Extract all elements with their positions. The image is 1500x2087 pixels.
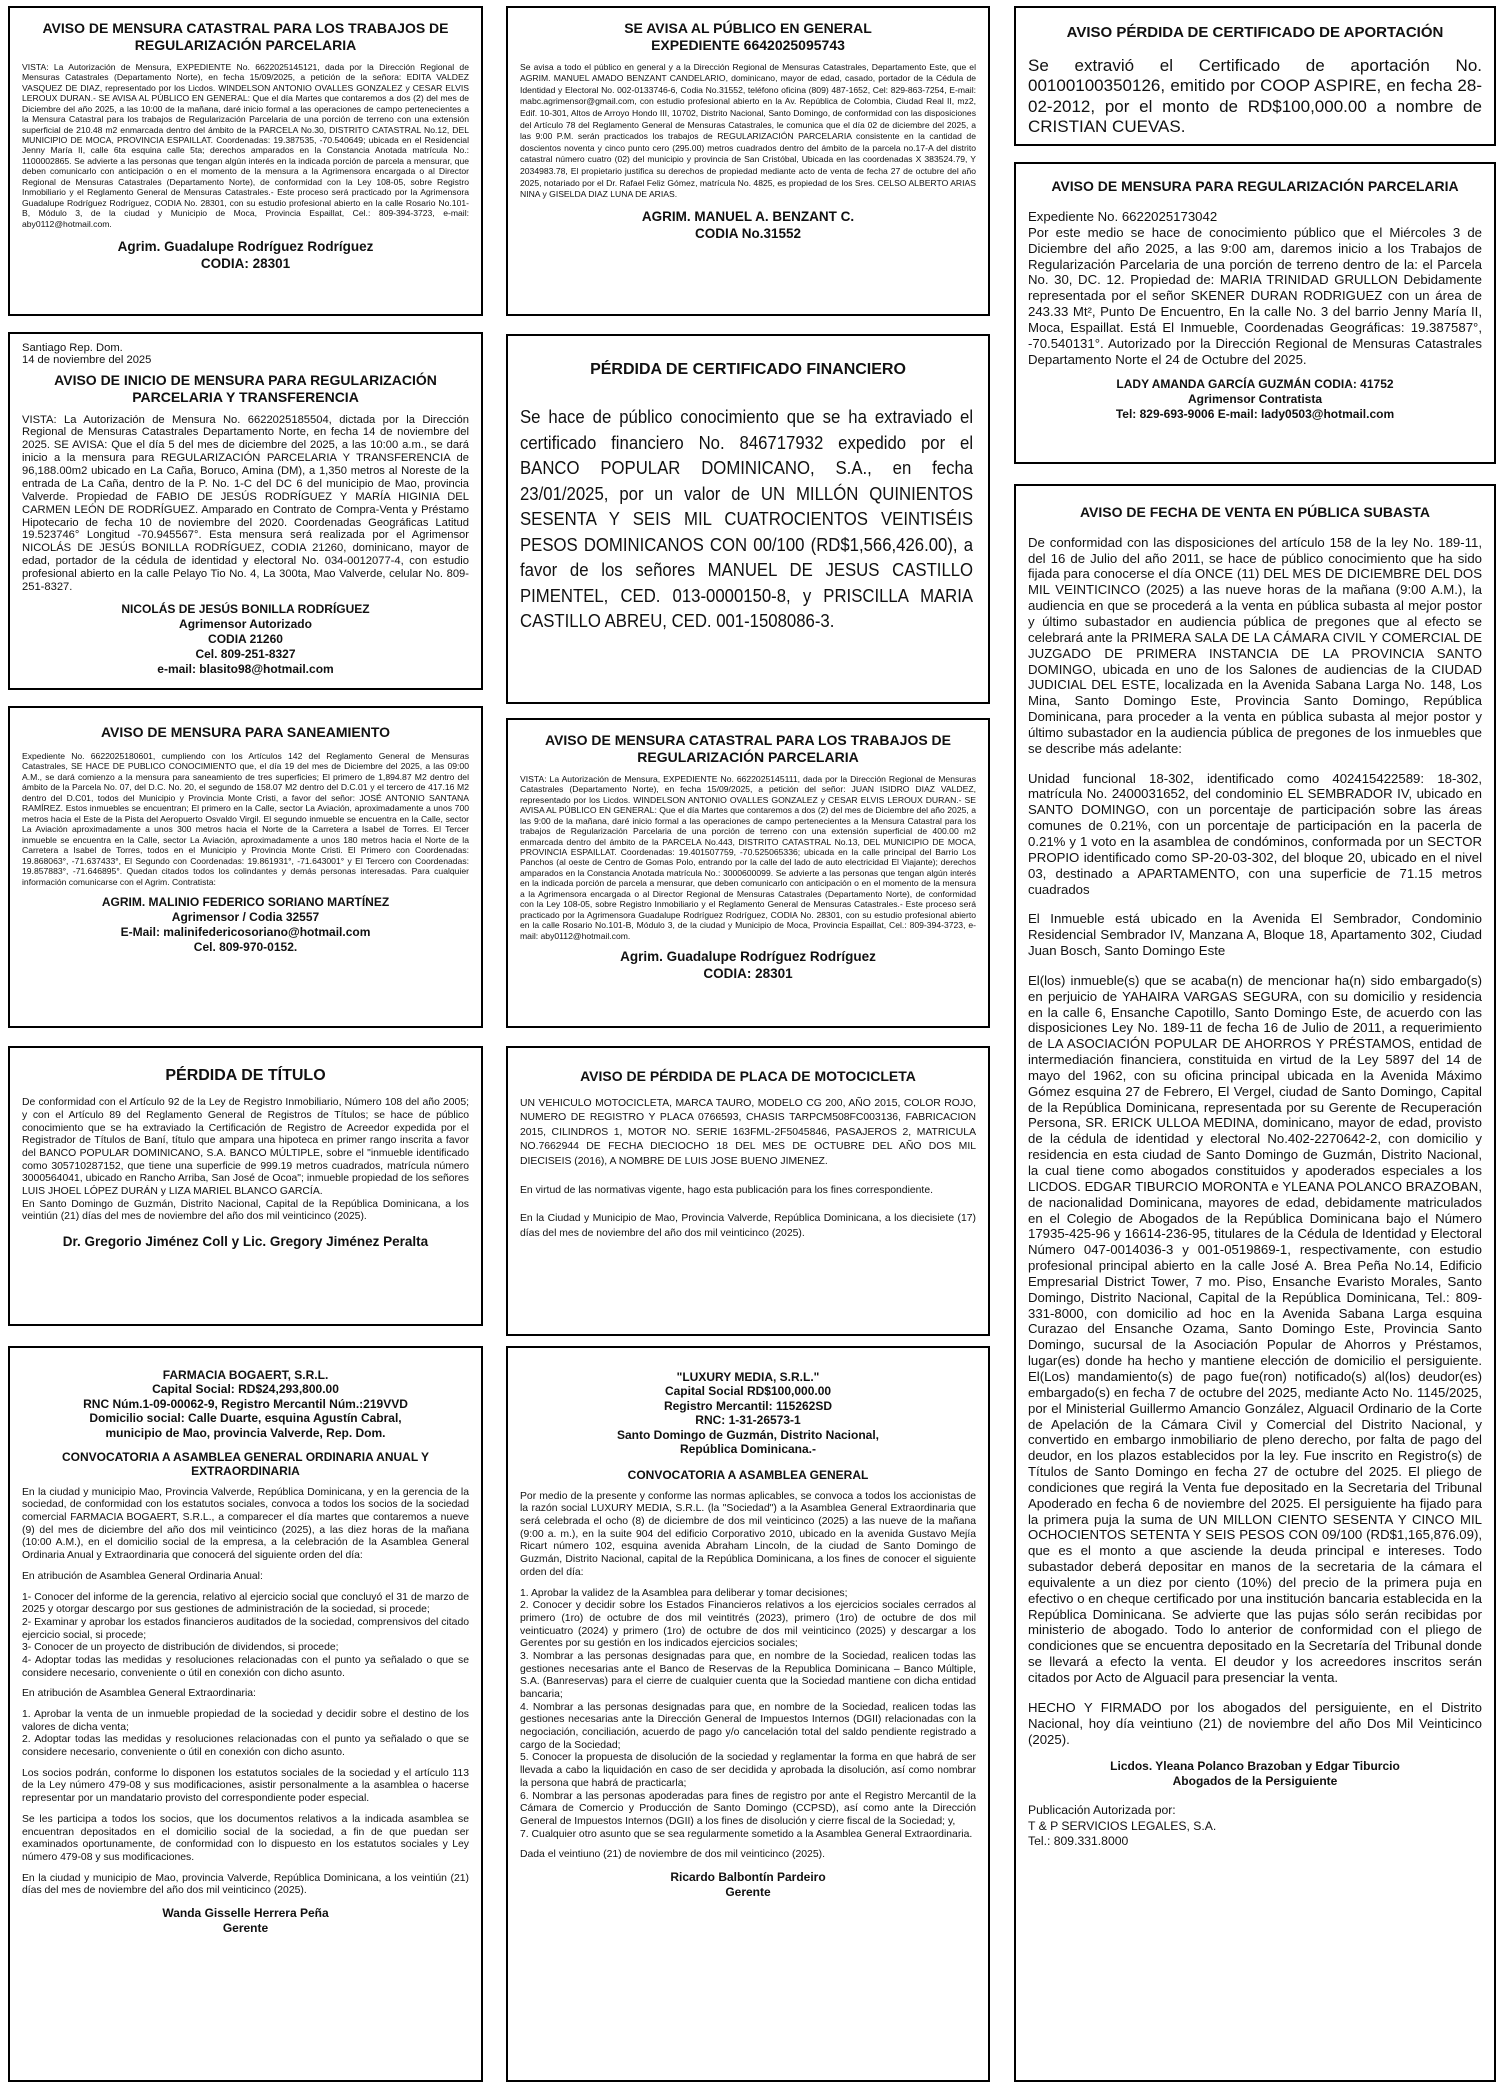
notice-title: SE AVISA AL PÚBLICO EN GENERAL — [624, 20, 872, 36]
notice-title: AVISO DE FECHA DE VENTA EN PÚBLICA SUBASTA — [1079, 504, 1431, 520]
notice-date: 14 de noviembre del 2025 — [22, 354, 152, 366]
signature-phone: Cel. 809-251-8327 — [195, 646, 296, 661]
signature-role: Agrimensor Autorizado — [179, 616, 312, 631]
notice-title: PÉRDIDA DE CERTIFICADO FINANCIERO — [590, 361, 906, 378]
signature-phone: Cel. 809-970-0152. — [193, 940, 298, 955]
notice-body: Se avisa a todo el público en general y a la Dirección Regional de Mensuras Catastrales, Departamento Este, que el AGRIM. MANUEL AMADO BENZANT CANDELARIO, dominicano, mayor de edad, casado, portador de la Cédula de Identidad y Electoral No. 002-0133746-6, Codia No.31552, teléfono oficina (809) 487-1652, Cel: 829-863-7254, E-mail: mabc.agrimensor@gmail.com, con estudio profesional abierto en la Av. República de Colombia, Ciudad Real II, mz2, Edif. 10-301, Altos de Arroyo Hondo III, 10702, Distrito Nacional, Santo Domingo, de conformidad con las disposiciones del Artículo 78 del Reglamento General de Mensuras Catastrales, le comunica que el día 02 de diciembre del 2025, a las 9:00 P.M. serán practicados los trabajos de REGULARIZACIÓN PARCELARIA consistente en la cantidad de doscientos noventa y cinco punto cero (295.00) metros cuadrados dentro del ámbito de la parcela no.17-A del distrito catastral número cuatro (02) del municipio y provincia de San Cristóbal, Ubicada en las coordenadas X 383524.79, Y 2034983.78, El propietario justifica su derechos de propiedad mediante acto de venta de fecha 27 de octubre del año 2025, notariado por el Dr. Rafael Feliz Gómez, matrícula No. 4825, es propiedad de los Sres. CELSO ALBERTO ARIAS NINA y GISELDA DIAZ LUNA DE ARIAS. — [520, 61, 976, 200]
notice-body: Expediente No. 6622025180601, cumpliendo con los Artículos 142 del Reglamento General de Mensuras Catastrales, SE HACE DE PUBLICO CONOCIMIENTO que, el día 19 del mes de Diciembre del 2025, a las 09:00 A.M., se dará comienzo a la mensura para saneamiento de tres superficies; El primero de 1,894.87 M2 dentro del ámbito de la Parcela No. 07, del D.C. No. 20, el segundo de 158.07 M2 dentro del D.C.01 y el tercero de 417.16 M2 dentro del D.C01, todos del Municipio y Provincia Monte Cristi, a favor del señor: JOSÉ ANTONIO SANTANA RAMÍREZ. Estos inmuebles se encuentran; El primero en la Calle, sector La Aviación, aproximadamente a unos 700 metros hacia el Este de la Pista del Aeropuerto Osvaldo Virgil. El segundo inmueble se encuentra en la Calle, sector La Aviación aproximadamente a unos 300 metros hacia el Norte de la Carretera a Isabel de Torres. El Tercer inmueble se encuentra en la Calle, sector La Aviación, aproximadamente a unos 180 metros hacia el Norte de la Carretera a Isabel de Torres, todos en el Municipio y Provincia Monte Cristi. El Primero con Coordenadas: 19.868063°, -71.637433°, El Segundo con Coordenadas: 19.861931°, -71.643001° y El Tercero con Coordenadas: 19.857883°, -71.646895°. Quedan citados todos los colindantes y demás personas interesadas. Para cualquier información comunicarse con el Agrim. Contratista: — [22, 750, 469, 887]
notice-perdida-titulo — [8, 1046, 483, 1326]
notice-perdida-certificado-financiero — [506, 334, 990, 704]
signature-role: Agrimensor / Codia 32557 — [171, 910, 320, 925]
notice-paragraph: El Inmueble está ubicado en la Avenida El Sembrador, Condominio Residencial Sembrador IV, Manzana A, Bloque 18, Apartamento 302, Ciudad Juan Bosch, Santo Domingo Este — [1028, 911, 1482, 959]
company-address-1: Domicilio social: Calle Duarte, esquina Agustín Cabral, — [89, 1411, 402, 1426]
notice-title: PÉRDIDA DE TÍTULO — [165, 1067, 326, 1084]
notice-paragraph: El(los) inmueble(s) que se acaba(n) de mencionar ha(n) sido embargado(s) en perjuicio de YAHAIRA VARGAS SEGURA, con su domicilio y residencia en la calle 6, Ensanche Capotillo, Santo Domingo Este, de acuerdo con las disposiciones Ley No. 189-11 de fecha 16 de Julio de 2011, a requerimiento de LA ASOCIACIÓN POPULAR DE AHORROS Y PRÉSTAMOS, entidad de intermediación financiera, constituida en virtud de la Ley 5897 del 14 de mayo del 1962, con su oficina principal ubicada en la Avenida Máximo Gómez esquina 27 de Febrero, El Vergel, ciudad de Santo Domingo, Capital de la República Dominicana, representada por su Gerente de Recuperación Persona, SR. ERICK ULLOA MEDINA, dominicano, mayor de edad, provisto de la cédula de identidad y electoral No.402-2270642-2, con domicilio y residencia en esta ciudad de Santo Domingo de Guzmán, Distrito Nacional, la cual tiene como abogados constituidos y apoderados especiales a los LICDOS. EDGAR TIBURCIO MORONTA e YLEANA POLANCO BRAZOBAN, de nacionalidad Dominicana, mayores de edad, debidamente matriculados en el Colegio de Abogados de la República Dominicana bajo el Número 17935-425-96 y 16614-236-95, titulares de la Cédula de Identidad y Electoral Número 047-0014036-3 y 001-0519869-1, respectivamente, con estudio profesional principal abierto en la calle José A. Brea Peña No.14, Edificio Empresarial District Tower, 7 mo. Piso, Ensanche Evaristo Morales, Santo Domingo, Distrito Nacional, Capital de la República Dominicana, Tel.: 809-331-8000, con domicilio ad hoc en la Avenida Sabana Larga esquina Curazao del Ensanche Ozama, Santo Domingo Este, Provincia Santo Domingo, sucursal de la Asociación Popular de Ahorros y Préstamos, lugar(es) donde ha hecho y mantiene elección de domicilio el persiguiente. El(Los) mandamiento(s) de pago fue(ron) notificado(s) al(los) deudor(es) embargado(s) en fecha 7 de octubre del 2025, mediante Acto No. 1145/2025, por el Ministerial Guillermo Amancio González, Alguacil Ordinario de la Corte de Apelación de la Cámara Civil y Comercial del Distrito Nacional, y convertido en embargo inmobiliario de pleno derecho, por falta de pago del deudor, en los plazos establecidos por la ley. Fue inscrito en Registro(s) de Títulos de Santo Domingo en fecha 27 de octubre del 2025. El pliego de condiciones que regirá la Venta fue depositado en la Secretaria del Tribunal Apoderado en fecha 6 de noviembre del 2025. El persiguiente ha fijado para la primera puja la suma de UN MILLON CIENTO SESENTA Y CINCO MIL OCHOCIENTOS SETENTA Y SEIS PESOS CON 09/100 (RD$1,165,876.09), que es el monto a que asciende la deuda principal e intereses. Todo subastador deberá depositar en manos de la secretaria de la cámara el equivalente a un diez por ciento (10%) del precio de la primera puja en efectivo o en cheque certificado por una institución bancaria establecida en la República Dominicana. Se advierte que las pujas sólo serán recibidas por ministerio de abogado. Todo lo anterior de conformidad con el pliego de condiciones que se encuentra depositado en la Secretaría del Tribunal donde se llevará a efecto la venta. El deudor y los acreedores inscritos serán citados por Acto de Alguacil para presenciar la venta. — [1028, 972, 1482, 1686]
notice-title: AVISO DE INICIO DE MENSURA PARA REGULARIZACIÓN PARCELARIA Y TRANSFERENCIA — [54, 372, 437, 405]
notice-body: De conformidad con el Artículo 92 de la Ley de Registro Inmobiliario, Número 108 del año 2005; y con el Artículo 89 del Reglamento General de Registros de Títulos; se hace de público conocimiento que se ha extraviado la Certificación de Registro de Acreedor expedida por el Registrador de Títulos de Baní, título que ampara una hipoteca en primer rango inscrita a favor del BANCO POPULAR DOMINICANO, S.A. BANCO MÚLTIPLE, sobre el "inmueble identificado como 305710287152, que tiene una superficie de 999.19 metros cuadrados, matrícula número 3000564041, ubicado en Rancho Arriba, San José de Ocoa"; inmueble propiedad de los señores LUIS JHOEL LÓPEZ DURÁN y LIZA MARIEL BLANCO GARCÍA. En Santo Domingo de Guzmán, Distrito Nacional, Capital de la República Dominicana, a los veintiún (21) días del mes de noviembre del año dos mil veinticinco (2025). — [22, 1097, 469, 1223]
signature-codia: CODIA No.31552 — [694, 225, 802, 241]
signature-name: AGRIM. MALINIO FEDERICO SORIANO MARTÍNEZ — [101, 895, 390, 910]
company-name: FARMACIA BOGAERT, S.R.L. — [162, 1368, 329, 1382]
notice-perdida-placa — [506, 1046, 990, 1336]
notice-title: AVISO DE MENSURA PARA REGULARIZACIÓN PARCELARIA — [1051, 178, 1459, 194]
notice-place: Santiago Rep. Dom. — [22, 342, 123, 354]
notice-paragraph: Los socios podrán, conforme lo disponen los estatutos sociales de la sociedad y el artículo 113 de la Ley número 479-08 y sus modificaciones, asistir personalmente a la asamblea o hacerse representar por un mandatario provisto del correspondiente poder especial. — [22, 1767, 469, 1805]
notice-body: VISTA: La Autorización de Mensura, EXPEDIENTE No. 6622025145111, dada por la Dirección Regional de Mensuras Catastrales (Departamento Norte), en fecha 15/09/2025, a petición del señor: JUAN ISIDRO DIAZ VALDEZ, representado por los Licdos. WINDELSON ANTONIO OVALLES GONZALEZ y CESAR ELVIS LEROUX DURAN.- SE AVISA AL PÚBLICO EN GENERAL: Que el día Martes que contaremos a dos (2) del mes de Diciembre del año 2025, a las 9:00 de la mañana, daré inicio formal a las operaciones de campo pertenecientes a la Mensura Catastral para los trabajos de Regularización Parcelaria de una porción de terreno con una extensión superficial de 400.00 m2 enmarcada dentro del ámbito de la PARCELA No.443, DISTRITO CATASTRAL No.13, DEL MUNICIPIO DE MOCA, PROVINCIA ESPAILLAT. Coordenadas: 19.401507759, -70.525065336; ubicada en la calle principal del Barrio Los Panchos (al oeste de Centro de Gomas Polo, entrando por la calle del lado de auto electricidad El Viajante); derechos amparados en la Constancia Anotada matrícula No.: 3000600099. Se advierte a las personas que tengan algún interés en la indicada porción de parcela a mensurar, que deben comunicarlo con anticipación o en el momento de la mensura a la Agrimensora encargada o al Director Regional de Mensuras Catastrales (Departamento Norte), de conformidad con la Ley 108-05, sobre Registro Inmobiliario y el Reglamento General de Mensuras Catastrales.- Este proceso será practicado por la Agrimensora Guadalupe Rodríguez Rodríguez, CODIA No. 28301, con su estudio profesional abierto en la calle Rosario No.101-B, Módulo 3, de la ciudad y Municipio de Moca, Provincia Espaillat, Cel.: 809-394-3723, e-mail: aby0112@hotmail.com. — [520, 773, 976, 941]
notice-paragraph: UN VEHICULO MOTOCICLETA, MARCA TAURO, MODELO CG 200, AÑO 2015, COLOR ROJO, NUMERO DE REGISTRO Y PLACA 0766593, CHASIS TARPCM508FC003136, FABRICACION 2015, CILINDROS 1, MOTOR NO. SERIE 163FML-2F5045846, PASAJEROS 2, MATRICULA NO.7662944 DE FECHA DIECIOCHO 18 DEL MES DE OCTUBRE DEL AÑO DOS MIL DIECISEIS (2016), A NOMBRE DE LUIS JOSE BUENO JIMENEZ. — [520, 1097, 976, 1168]
signature-name: AGRIM. MANUEL A. BENZANT C. — [641, 208, 855, 224]
signature-names: Licdos. Yleana Polanco Brazoban y Edgar Tiburcio — [1110, 1759, 1400, 1774]
signature-name: Agrim. Guadalupe Rodríguez Rodríguez — [117, 239, 374, 255]
notice-farmacia-bogaert — [8, 1346, 483, 2082]
notice-paragraph: 1. Aprobar la venta de un inmueble propiedad de la sociedad y decidir sobre el destino de los valores de dicha venta; 2. Adoptar todas las medidas y resoluciones relacionadas con el punto ya señalado o que se considere necesario, conveniente o útil en conexión con dicho asunto. — [22, 1709, 469, 1759]
notice-expediente: EXPEDIENTE 6642025095743 — [651, 36, 845, 53]
notice-paragraph: En la Ciudad y Municipio de Mao, Provincia Valverde, República Dominicana, a los diecisiete (17) días del mes de noviembre del año dos mil veinticinco (2025). — [520, 1213, 976, 1239]
company-rnc: RNC: 1-31-26573-1 — [695, 1413, 801, 1428]
notice-paragraph: De conformidad con las disposiciones del artículo 158 de la ley No. 189-11, del 16 de Julio del año 2011, se hace de público conocimiento que ha sido fijada para conocerse el día ONCE (11) DEL MES DE DICIEMBRE DEL DOS MIL VEINTICINCO (2025) a las nueve horas de la mañana (9:00 A.M.), la audiencia en que se procederá a la venta en pública subasta al mejor postor y último subastador en audiencia pública de pregones que al efecto se celebrará ante la PRIMERA SALA DE LA CÁMARA CIVIL Y COMERCIAL DE JUZGADO DE PRIMERA INSTANCIA DE LA PROVINCIA SANTO DOMINGO, ubicada en uno de los Salones de audiencias de la CIUDAD JUDICIAL DEL ESTE, localizada en la Avenida Sabana Larga No. 148, Los Mina, Santo Domingo Este, Provincia Santo Domingo, República Dominicana, para proceder a la venta en pública subasta al mejor postor y último subastador en la audiencia pública de pregones de los inmuebles que se describe más adelante: — [1028, 534, 1482, 756]
notice-title: AVISO DE PÉRDIDA DE PLACA DE MOTOCICLETA — [580, 1068, 916, 1084]
signature-name: NICOLÁS DE JESÚS BONILLA RODRÍGUEZ — [121, 601, 370, 616]
signature-name: Agrim. Guadalupe Rodríguez Rodríguez — [620, 949, 876, 965]
notice-paragraph: HECHO Y FIRMADO por los abogados del persiguiente, en el Distrito Nacional, hoy día veintiuno (21) de noviembre del año Dos Mil Veinticinco (2025). — [1028, 1699, 1482, 1747]
notice-body: Se hace de público conocimiento que se ha extraviado el certificado financiero No. 846717932 expedido por el BANCO POPULAR DOMINICANO, S.A., en fecha 23/01/2025, por un valor de UN MILLÓN QUINIENTOS SESENTA Y SEIS MIL CUATROCIENTOS VEINTISÉIS PESOS DOMINICANOS CON 00/100 (RD$1,566,426.00), a favor de los señores MANUEL DE JESUS CASTILLO PIMENTEL, CED. 013-0000150-8, y PRISCILLA MARIA CASTILLO ABREU, CED. 001-1508086-3. — [520, 407, 974, 632]
notice-paragraph: En atribución de Asamblea General Ordinaria Anual: — [22, 1570, 263, 1582]
notice-regularizacion-parcelaria — [1014, 162, 1496, 464]
signature-codia: CODIA 21260 — [208, 631, 283, 646]
notice-mensura-catastral-2 — [506, 718, 990, 1028]
notice-inicio-mensura — [8, 332, 483, 690]
signature-email: e-mail: blasito98@hotmail.com — [157, 661, 334, 676]
signature-name: LADY AMANDA GARCÍA GUZMÁN CODIA: 41752 — [1116, 377, 1394, 392]
notice-title: AVISO DE MENSURA PARA SANEAMIENTO — [100, 724, 391, 740]
signature-name: Wanda Gisselle Herrera Peña — [162, 1905, 329, 1920]
notice-paragraph: En atribución de Asamblea General Extraordinaria: — [22, 1688, 256, 1700]
notice-expediente: Expediente No. 6622025173042 — [1028, 208, 1218, 224]
signature-contact: Tel: 829-693-9006 E-mail: lady0503@hotmail.com — [1115, 407, 1395, 422]
notice-body: Por este medio se hace de conocimiento público que el Miércoles 3 de Diciembre del año 2025, a las 9:00 am, daremos inicio a los Trabajos de Regularización Parcelaria de una porción de terreno dentro de la: el Parcela No. 30, DC. 12. Propiedad de: MARIA TRINIDAD GRULLON Debidamente representada por el señor SKENER DURAN RODRIGUEZ con un área de 243.33 Mt², Punto De Encuentro, En la calle No. 3 del barrio Jenny María II, Moca, Espaillat. Está El Inmueble, Coordenadas Geográficas: 19.387587°, -70.540131°. Autorizado por la Dirección Regional de Mensuras Catastrales Departamento Norte el 24 de Octubre del 2025. — [1028, 224, 1482, 367]
signature-name: Ricardo Balbontín Pardeiro — [670, 1869, 826, 1884]
notice-paragraph: Por medio de la presente y conforme las normas aplicables, se convoca a todos los accionistas de la razón social LUXURY MEDIA, S.R.L. (la "Sociedad") a la Asamblea General Extraordinaria que será celebrada el ocho (8) de diciembre de dos mil veinticinco (2025) a las nueve de la mañana (9:00 a. m.), en la suite 904 del edificio Corporativo 2010, ubicado en la avenida Gustavo Mejía Ricart número 102, esquina avenida Abraham Lincoln, de la ciudad de Santo Domingo de Guzmán, Distrito Nacional, capital de la República Dominicana, a los fines de conocer el siguiente orden del día: — [520, 1490, 976, 1578]
signature-role: Agrimensor Contratista — [1187, 392, 1323, 407]
notice-body: VISTA: La Autorización de Mensura No. 6622025185504, dictada por la Dirección Regional de Mensuras Catastrales Departamento Norte, en fecha 14 de noviembre del 2025. SE AVISA: Que el día 5 del mes de diciembre del 2025, a las 10:00 a.m., se dará inicio a la mensura para REGULARIZACIÓN PARCELARIA Y TRANSFERENCIA de 96,188.00m2 ubicado en La Caña, Boruco, Amina (DM), a 1,350 metros al Noreste de la entrada de La Caña, dentro de la P. No. 1-C del DC 6 del municipio de Mao, provincia Valverde. Propiedad de FABIO DE JESÚS RODRÍGUEZ Y MARÍA HIGINIA DEL CARMEN LEÓN DE RODRÍGUEZ. Amparado en Contrato de Compra-Venta y Préstamo Hipotecario de fecha 10 de noviembre del 2020. Coordenadas Geográficas Latitud 19.523746° Longitud -70.945567°. Esta mensura será realizada por el Agrimensor NICOLÁS DE JESÚS BONILLA RODRÍGUEZ, CODIA 21260, dominicano, mayor de edad, portador de la cédula de identidad y electoral No. 034-0012077-4, con estudio profesional abierto en la calle Pelayo Tio No. 4, La 300ta, Mao Valverde, celular No. 809-251-8327. — [22, 413, 469, 593]
notice-title: AVISO DE MENSURA CATASTRAL PARA LOS TRABAJOS DE REGULARIZACIÓN PARCELARIA — [42, 20, 449, 53]
company-address-2: República Dominicana.- — [679, 1441, 817, 1456]
publication-phone: Tel.: 809.331.8000 — [1028, 1833, 1129, 1848]
notice-paragraph: En la ciudad y municipio de Mao, provincia Valverde, República Dominicana, a los veintiún (21) días del mes de noviembre del año dos mil veinticinco (2025). — [22, 1872, 469, 1897]
notice-mensura-saneamiento — [8, 706, 483, 1028]
notice-body: Se extravió el Certificado de aportación No. 00100100350126, emitido por COOP ASPIRE, en fecha 28-02-2012, por el monto de RD$100,000.00 a nombre de CRISTIAN CUEVAS. — [1028, 56, 1482, 137]
notice-luxury-media — [506, 1346, 990, 2082]
company-capital: Capital Social RD$100,000.00 — [664, 1384, 832, 1399]
notice-body: VISTA: La Autorización de Mensura, EXPEDIENTE No. 6622025145121, dada por la Dirección Regional de Mensuras Catastrales (Departamento Norte), en fecha 15/09/2025, a petición de la señora: EDITA VALDEZ VASQUEZ DE DIAZ, representado por los Licdos. WINDELSON ANTONIO OVALLES GONZALEZ y CESAR ELVIS LEROUX DURAN.- SE AVISA AL PÚBLICO EN GENERAL: Que el día Martes que contaremos a dos (2) del mes de Diciembre del año 2025, a las 10:00 de la mañana, daré inicio formal a las operaciones de campo pertenecientes a la Mensura Catastral para los trabajos de Regularización Parcelaria de una porción de terreno con una extensión superficial de 210.48 m2 enmarcada dentro del ámbito de la PARCELA No.30, DISTRITO CATASTRAL No.12, DEL MUNICIPIO DE MOCA, PROVINCIA ESPAILLAT. Coordenadas: 19.387535, -70.540649; ubicada en el Residencial Jenny María II, calle 6ta esquina calle 5ta; derechos amparados en la Constancia Anotada matrícula No.: 1100002865. Se advierte a las personas que tengan algún interés en la indicada porción de parcela a mensurar, que deben comunicarlo con anticipación o en el momento de la mensura a la Agrimensora encargada o al Director Regional de Mensuras Catastrales (Departamento Norte), de conformidad con la Ley 108-05, sobre Registro Inmobiliario y el Reglamento General de Mensuras Catastrales.- Este proceso será practicado por la Agrimensora Guadalupe Rodríguez Rodríguez, CODIA No. 28301, con su estudio profesional abierto en la calle Rosario No.101-B, Módulo 3, de la ciudad y Municipio de Moca, Provincia Espaillat, Cel.: 809-394-3723, e-mail: aby0112@hotmail.com. — [22, 61, 469, 229]
signature-role: Gerente — [222, 1920, 269, 1935]
notice-paragraph: Unidad funcional 18-302, identificado como 402415422589: 18-302, matrícula No. 2400031652, del condominio EL SEMBRADOR IV, ubicado en SANTO DOMINGO, con un porcentaje de participación sobre las áreas comunes de 0.21%, con un porcentaje de participación en la pacerla de 0.21% y 1 voto en la asamblea de condóminos, conformada por un SECTOR PROPIO identificado como SP-20-03-302, del bloque 20, ubicado en el nivel 03, destinado a APARTAMENTO, con una superficie de 71.15 metros cuadrados — [1028, 770, 1482, 897]
notice-aviso-publico — [506, 6, 990, 316]
company-address-1: Santo Domingo de Guzmán, Distrito Nacional, — [616, 1427, 880, 1442]
company-rnc: RNC Núm.1-09-00062-9, Registro Mercantil Núm.:219VVD — [83, 1396, 408, 1411]
notice-paragraph: En la ciudad y municipio Mao, Provincia Valverde, República Dominicana, y en la gerencia de la sociedad, de conformidad con los estatutos sociales, convoca a todos los socios de la sociedad comercial FARMACIA BOGAERT, S.R.L., a comparecer el día martes que contaremos a nueve (9) del mes de diciembre del año dos mil veinticinco (2025), a las diez horas de la mañana (10:00 A.M.), en el domicilio social de la empresa, a la celebración de la Asamblea General Ordinaria Anual y Extraordinaria que conocerá del siguiente orden del día: — [22, 1486, 469, 1562]
signature-role: Gerente — [725, 1884, 771, 1899]
company-name: "LUXURY MEDIA, S.R.L." — [676, 1370, 820, 1384]
notice-agenda: 1. Aprobar la validez de la Asamblea para deliberar y tomar decisiones; 2. Conocer y decidir sobre los Estados Financieros relativos a los ejercicios sociales cerrados al primero (1ro) de octubre de dos mil veintitrés (2023), primero (1ro) de octubre de dos mil veinticuatro (2024) y primero (1ro) de octubre de dos mil veinticinco (2025) y descargar a los Gerentes por su gestión en los indicados ejercicios sociales; 3. Nombrar a las personas designadas para que, en nombre de la Sociedad, realicen todas las gestiones necesarias ante el Banco de Reservas de la Republica Dominicana – Banco Múltiple, S.A. (Banreservas) para el cierre de cualquier cuenta que la Sociedad mantiene con dicha entidad bancaria; 4. Nombrar a las personas designadas para que, en nombre de la Sociedad, realicen todas las gestiones necesarias ante la Dirección General de Impuestos Internos (DGII) relacionadas con la negociación, conciliación, acuerdo de pago y/o cancelación total del saldo pendiente registrado a cargo de la Sociedad; 5. Conocer la propuesta de disolución de la sociedad y reglamentar la forma en que habrá de ser llevada a cabo la liquidación en caso de ser decidida y aprobada la disolución, así como nombrar la persona que habrá de practicarla; 6. Nombrar a las personas apoderadas para fines de registro por ante el Registro Mercantil de la Cámara de Comercio y Producción de Santo Domingo (CCPSD), así como ante la Dirección General de Impuestos Internos (DGII) a los fines de disolución y cierre fiscal de la Sociedad; y, 7. Cualquier otro asunto que se sea regularmente sometido a la Asamblea General Extraordinaria. — [520, 1587, 976, 1840]
signature-codia: CODIA: 28301 — [703, 966, 793, 982]
publication-label: Publicación Autorizada por: — [1028, 1803, 1176, 1818]
signature-email: E-Mail: malinifedericosoriano@hotmail.com — [120, 925, 371, 940]
company-registro: Registro Mercantil: 115262SD — [663, 1398, 833, 1413]
notice-paragraph: Se les participa a todos los socios, que los documentos relativos a la indicada asamblea se encuentran depositados en el domicilio social de la sociedad, a fin de que puedan ser examinados oportunamente, de conformidad con lo dispuesto en los estatutos sociales y Ley número 479-08 y sus modificaciones. — [22, 1813, 469, 1863]
signature-names: Dr. Gregorio Jiménez Coll y Lic. Gregory Jiménez Peralta — [62, 1234, 429, 1250]
notice-title: CONVOCATORIA A ASAMBLEA GENERAL — [627, 1468, 869, 1483]
signature-role: Abogados de la Persiguiente — [1172, 1774, 1338, 1789]
notice-perdida-aportacion — [1014, 6, 1496, 146]
notice-subasta — [1014, 484, 1496, 2082]
signature-codia: CODIA: 28301 — [200, 256, 291, 272]
notice-mensura-catastral-1 — [8, 6, 483, 316]
company-capital: Capital Social: RD$24,293,800.00 — [152, 1382, 339, 1397]
notice-title: AVISO PÉRDIDA DE CERTIFICADO DE APORTACIÓN — [1066, 24, 1444, 41]
notice-paragraph: En virtud de las normativas vigente, hago esta publicación para los fines correspondiente. — [520, 1184, 933, 1196]
notice-paragraph: Dada el veintiuno (21) de noviembre de dos mil veinticinco (2025). — [520, 1849, 825, 1861]
notice-title: CONVOCATORIA A ASAMBLEA GENERAL ORDINARIA ANUAL Y EXTRAORDINARIA — [61, 1449, 430, 1479]
publication-company: T & P SERVICIOS LEGALES, S.A. — [1028, 1818, 1217, 1833]
notice-paragraph: 1- Conocer del informe de la gerencia, relativo al ejercicio social que concluyó el 31 de marzo de 2025 y otorgar descargo por sus gestiones de administración de la sociedad, si procede; 2- Examinar y aprobar los estados financieros auditados de la sociedad, comprensivos del citado ejercicio social, si procede; 3- Conocer de un proyecto de distribución de dividendos, si procede; 4- Adoptar todas las medidas y resoluciones relacionadas con el punto ya señalado o que se considere necesario, conveniente o útil en conexión con dicho asunto. — [22, 1591, 469, 1679]
company-address-2: municipio de Mao, provincia Valverde, Rep. Dom. — [105, 1425, 386, 1440]
notice-title: AVISO DE MENSURA CATASTRAL PARA LOS TRABAJOS DE REGULARIZACIÓN PARCELARIA — [544, 732, 952, 765]
